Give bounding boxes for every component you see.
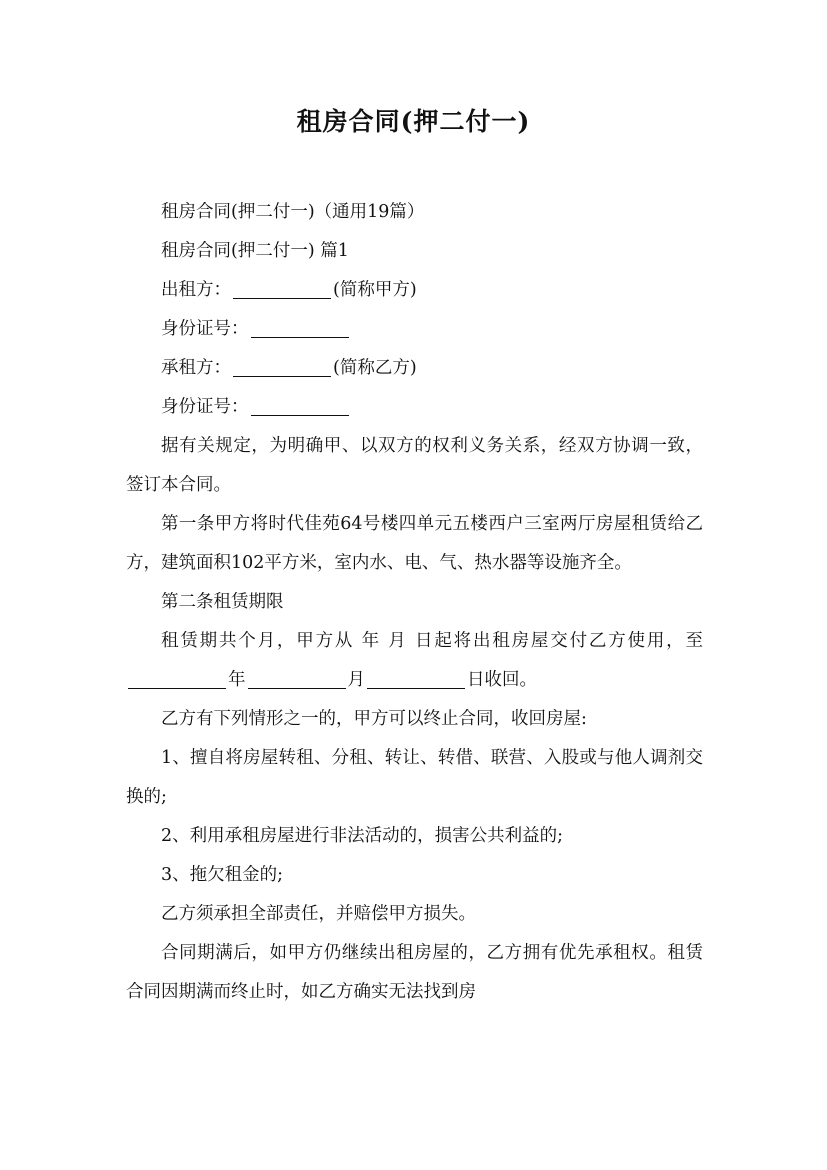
lessee-line xyxy=(126,349,703,388)
term-day-label: 日收回。 xyxy=(467,670,537,690)
lessee-id-line xyxy=(126,388,703,427)
lessee-label: 承租方： xyxy=(161,358,231,378)
lessor-id-field[interactable] xyxy=(251,311,349,338)
term-month-field[interactable] xyxy=(248,662,346,689)
term-day-field[interactable] xyxy=(367,662,465,689)
chapter-line: 租房合同(押二付一) 篇1 xyxy=(161,241,349,261)
document-title: 租房合同(押二付一) xyxy=(296,107,531,136)
lessee-suffix: (简称乙方) xyxy=(333,358,417,378)
lessee-id-label: 身份证号： xyxy=(161,397,249,417)
term-year-label: 年 xyxy=(228,670,246,690)
term-paragraph xyxy=(126,622,703,700)
intro-paragraph: 据有关规定，为明确甲、以双方的权利义务关系，经双方协调一致，签订本合同。 xyxy=(126,436,703,495)
subtitle-line: 租房合同(押二付一)（通用19篇） xyxy=(161,202,425,222)
term-month-label: 月 xyxy=(347,670,365,690)
lessor-name-field[interactable] xyxy=(233,272,331,299)
lessee-id-field[interactable] xyxy=(251,389,349,416)
lessor-line xyxy=(126,271,703,310)
lessor-id-label: 身份证号： xyxy=(161,319,249,339)
lessee-name-field[interactable] xyxy=(233,350,331,377)
lessor-id-line xyxy=(126,310,703,349)
liability-paragraph: 乙方须承担全部责任，并赔偿甲方损失。 xyxy=(161,904,476,924)
lessor-label: 出租方： xyxy=(161,280,231,300)
lessor-suffix: (简称甲方) xyxy=(333,280,417,300)
document-body xyxy=(126,193,703,1012)
condition-item-1: 1、擅自将房屋转租、分租、转让、转借、联营、入股或与他人调剂交换的; xyxy=(126,748,703,807)
condition-item-3: 3、拖欠租金的; xyxy=(161,865,284,885)
article1-paragraph: 第一条甲方将时代佳苑64号楼四单元五楼西户三室两厅房屋租赁给乙方，建筑面积102平方米，室内水、电、气、热水器等设施齐全。 xyxy=(126,514,703,573)
condition-item-2: 2、利用承租房屋进行非法活动的，损害公共利益的; xyxy=(161,826,564,846)
terminate-paragraph: 乙方有下列情形之一的，甲方可以终止合同，收回房屋: xyxy=(161,709,587,729)
article2-heading: 第二条租赁期限 xyxy=(161,592,284,612)
term-year-field[interactable] xyxy=(128,662,226,689)
term-text: 租赁期共个月，甲方从 年 月 日起将出租房屋交付乙方使用，至 xyxy=(161,631,703,651)
renewal-paragraph: 合同期满后，如甲方仍继续出租房屋的，乙方拥有优先承租权。租赁合同因期满而终止时，如乙方确实无法找到房 xyxy=(126,943,703,1002)
